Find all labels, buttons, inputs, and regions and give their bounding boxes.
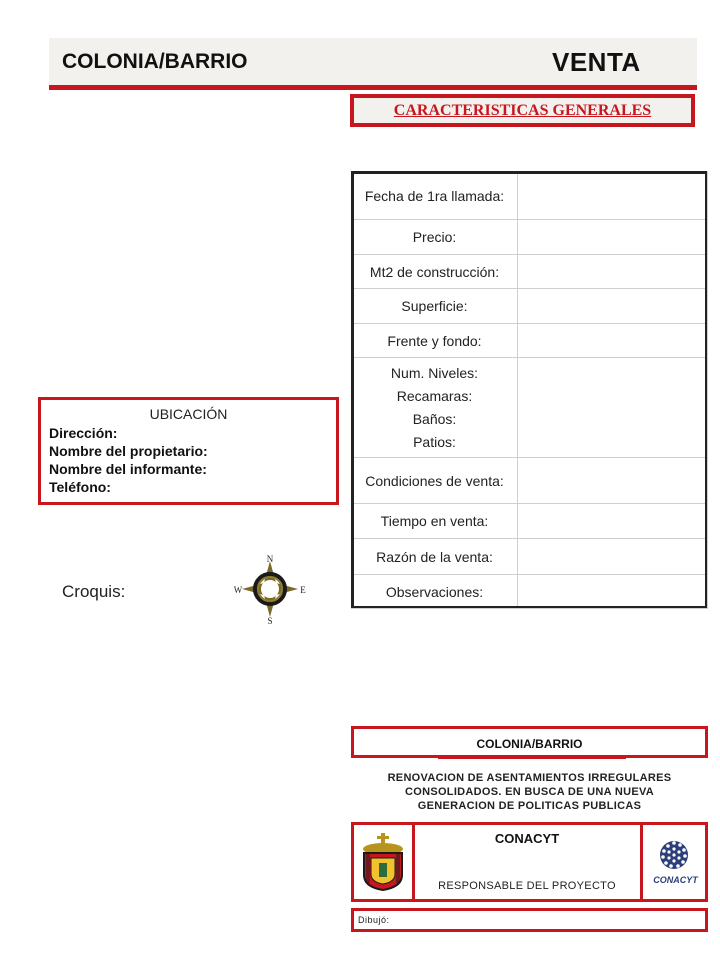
section-title: CARACTERISTICAS GENERALES [354,98,691,123]
compass-west: W [234,585,243,595]
ubicacion-propietario: Nombre del propietario: [49,443,208,459]
dibujo-box [351,908,708,932]
row-value-frente-fondo[interactable] [518,324,708,358]
conacyt-logo-icon [655,839,693,871]
row-value-construccion[interactable] [518,255,708,289]
footer-logo-row [351,822,708,902]
table-row [352,289,708,324]
row-label-razon: Razón de la venta: [352,539,518,575]
row-label-tiempo: Tiempo en venta: [352,504,518,539]
row-label-niveles-group [352,358,518,458]
section-title-box [350,94,695,127]
row-label-banos: Baños: [412,410,457,427]
row-value-observaciones[interactable] [518,575,708,609]
project-line-2: CONSOLIDADOS. EN BUSCA DE UNA NUEVA [404,786,655,798]
table-row [352,504,708,539]
project-line-1: RENOVACION DE ASENTAMIENTOS IRREGULARES [387,772,672,784]
compass-north: N [266,554,274,564]
row-label-niveles: Num. Niveles: [390,364,479,381]
compass-east: E [300,585,306,595]
conacyt-title: CONACYT [494,831,560,846]
row-label-recamaras: Recamaras: [396,387,473,404]
table-row [352,575,708,609]
ubicacion-informante: Nombre del informante: [49,461,207,477]
footer-colonia-title: COLONIA/BARRIO [476,737,583,751]
ubicacion-box [38,397,339,505]
row-value-razon[interactable] [518,539,708,575]
row-value-superficie[interactable] [518,289,708,324]
footer-colonia-box [351,726,708,758]
footer-colonia-underline [438,755,626,759]
header-venta-title: VENTA [552,47,641,77]
table-row [352,358,708,458]
table-row [352,324,708,358]
row-label-precio: Precio: [352,220,518,255]
header-underline [49,85,697,90]
row-value-niveles-group[interactable] [518,358,708,458]
footer-right-logo-cell [640,825,708,899]
row-label-frente-fondo: Frente y fondo: [352,324,518,358]
row-value-condiciones[interactable] [518,458,708,504]
characteristics-table [351,171,708,609]
ubicacion-telefono: Teléfono: [49,479,111,495]
university-crest-icon [360,833,406,891]
project-description [351,771,708,813]
row-label-observaciones: Observaciones: [352,575,518,609]
row-label-fecha: Fecha de 1ra llamada: [352,172,518,220]
ubicacion-direccion: Dirección: [49,425,118,441]
table-row [352,172,708,220]
project-line-3: GENERACION DE POLITICAS PUBLICAS [417,800,642,812]
footer-left-logo-cell [354,825,415,899]
croquis-label: Croquis: [62,582,126,601]
dibujo-label: Dibujó: [358,915,390,925]
table-row [352,458,708,504]
row-value-tiempo[interactable] [518,504,708,539]
row-label-superficie: Superficie: [352,289,518,324]
table-row [352,539,708,575]
row-label-patios: Patios: [413,433,456,450]
row-value-precio[interactable] [518,220,708,255]
row-value-fecha[interactable] [518,172,708,220]
row-label-construccion: Mt2 de construcción: [352,255,518,289]
compass-south: S [267,616,273,625]
compass-rose-icon [234,553,306,625]
table-row [352,220,708,255]
row-label-condiciones: Condiciones de venta: [352,458,518,504]
responsable-label: RESPONSABLE DEL PROYECTO [438,880,616,892]
table-row [352,255,708,289]
header-colonia-title: COLONIA/BARRIO [62,50,248,73]
ubicacion-title: UBICACIÓN [149,406,228,422]
conacyt-logo-text: CONACYT [653,875,698,885]
